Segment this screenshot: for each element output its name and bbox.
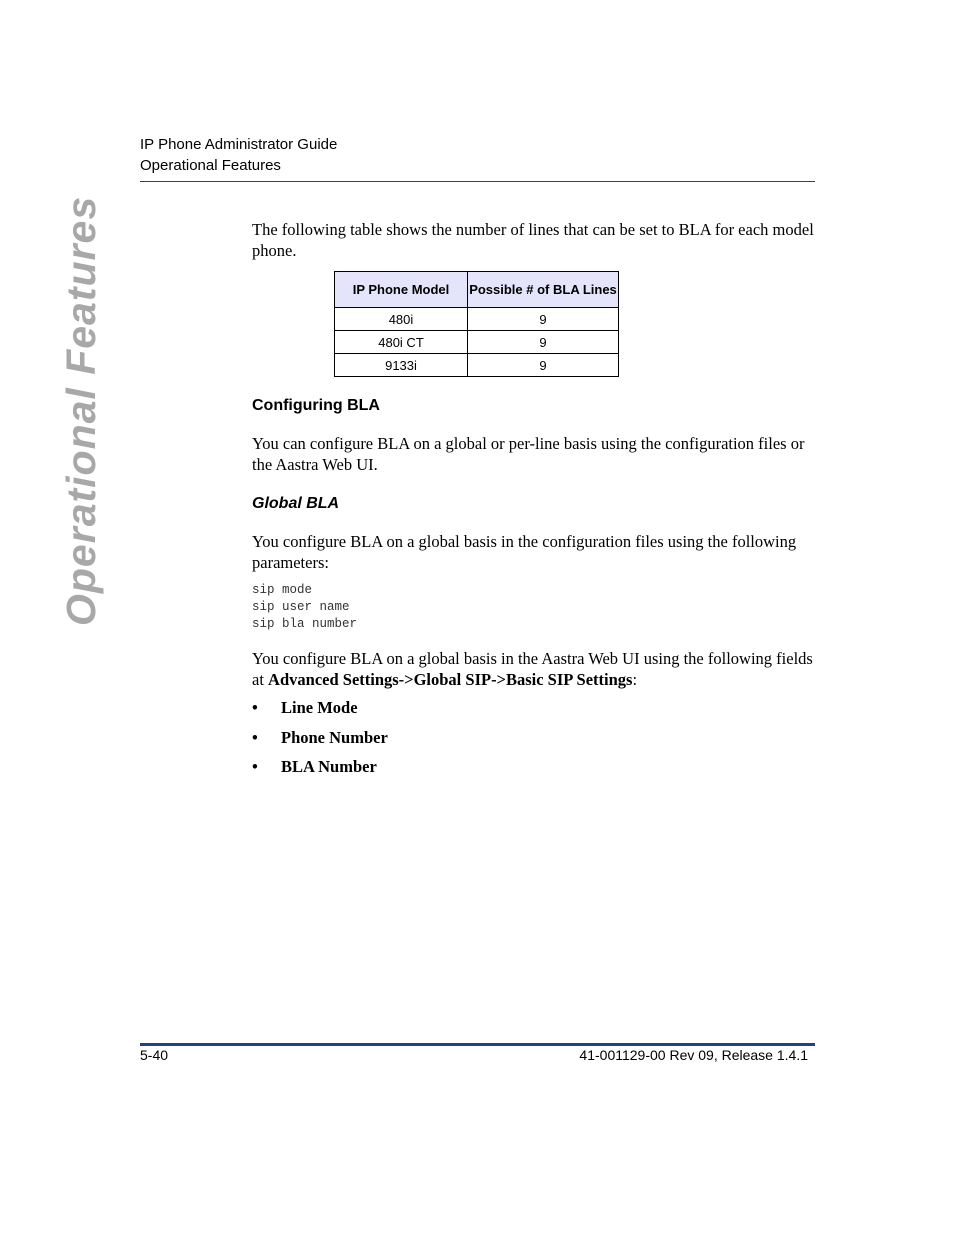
table-row xyxy=(335,308,619,331)
table-cell-lines: 9 xyxy=(468,354,619,377)
global-paragraph: You configure BLA on a global basis in the configuration files using the following parameters: xyxy=(252,532,797,572)
bullet-icon: • xyxy=(252,698,258,717)
webui-settings-path: Advanced Settings->Global SIP->Basic SIP Settings xyxy=(268,670,633,689)
list-item-label: BLA Number xyxy=(281,757,377,776)
footer-divider xyxy=(140,1043,815,1046)
table-row xyxy=(335,331,619,354)
field-list xyxy=(252,698,388,787)
code-line: sip user name xyxy=(252,600,350,614)
list-item xyxy=(252,698,388,728)
bla-lines-table xyxy=(334,271,619,377)
list-item xyxy=(252,757,388,787)
table-cell-lines: 9 xyxy=(468,331,619,354)
webui-paragraph-prefix: You configure BLA on a global basis in the Aastra Web UI using the following fields at xyxy=(252,649,813,689)
guide-title: IP Phone Administrator Guide xyxy=(140,136,338,153)
table-cell-model: 9133i xyxy=(335,354,468,377)
bullet-icon: • xyxy=(252,727,258,747)
doc-reference: 41-001129-00 Rev 09, Release 1.4.1 xyxy=(579,1047,808,1063)
side-tab-label: Operational Features xyxy=(58,195,104,626)
list-item-label: Phone Number xyxy=(281,727,388,747)
configuring-paragraph: You can configure BLA on a global or per-line basis using the configuration files or the Aastra Web UI. xyxy=(252,434,805,474)
webui-paragraph-suffix: : xyxy=(632,670,638,689)
table-header-lines: Possible # of BLA Lines xyxy=(468,272,619,308)
page-number: 5-40 xyxy=(140,1047,169,1063)
global-bla-heading: Global BLA xyxy=(252,495,340,512)
table-row xyxy=(335,354,619,377)
code-line: sip mode xyxy=(252,583,313,597)
webui-paragraph xyxy=(252,648,814,690)
list-item xyxy=(252,728,388,758)
bullet-icon: • xyxy=(252,757,258,776)
list-item-label: Line Mode xyxy=(281,698,358,717)
table-cell-lines: 9 xyxy=(468,308,619,331)
header-divider xyxy=(140,181,815,182)
table-header-row xyxy=(335,272,619,308)
table-header-model: IP Phone Model xyxy=(335,272,468,308)
code-line: sip bla number xyxy=(252,617,358,631)
table-cell-model: 480i xyxy=(335,308,468,331)
section-title: Operational Features xyxy=(140,157,281,174)
intro-paragraph: The following table shows the number of lines that can be set to BLA for each model phone. xyxy=(252,220,814,260)
table-cell-model: 480i CT xyxy=(335,331,468,354)
configuring-bla-heading: Configuring BLA xyxy=(252,397,380,414)
